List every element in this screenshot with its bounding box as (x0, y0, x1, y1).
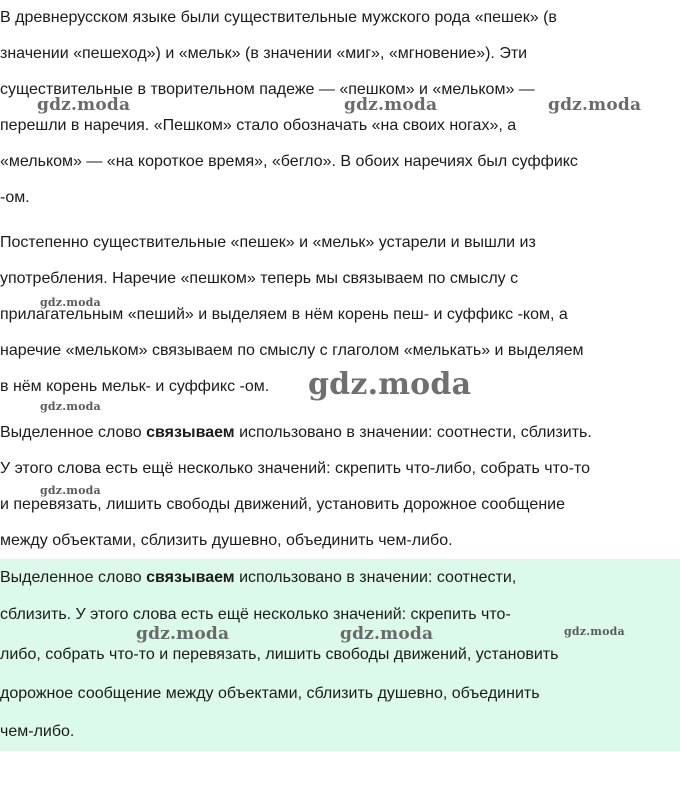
watermark: gdz.moda (40, 484, 101, 497)
text-line: чем-либо. (0, 723, 75, 740)
text-line: наречие «мельком» связываем по смыслу с глаголом «мелькать» и выделяем (0, 342, 584, 359)
text-line: перешли в наречия. «Пешком» стало обозначать «на своих ногах», а (0, 117, 517, 134)
watermark: gdz.moda (548, 95, 642, 115)
text-line: У этого слова есть ещё несколько значений: скрепить что-либо, собрать что-то (0, 460, 590, 477)
watermark: gdz.moda (40, 296, 101, 309)
text-line: В древнерусском языке были существительные мужского рода «пешек» (в (0, 9, 557, 26)
highlighted-word: связываем (146, 424, 235, 441)
text-line: Постепенно существительные «пешек» и «мельк» устарели и вышли из (0, 234, 536, 251)
text-line (0, 568, 516, 588)
watermark: gdz.moda (340, 624, 434, 644)
text-line (0, 423, 592, 443)
watermark: gdz.moda (308, 367, 472, 402)
text-line: употребления. Наречие «пешком» теперь мы связываем по смыслу с (0, 270, 519, 287)
text-fragment: Выделенное слово (0, 569, 147, 586)
text-line: и перевязать, лишить свободы движений, установить дорожное сообщение (0, 496, 565, 513)
text-line: в нём корень мельк- и суффикс -ом. (0, 378, 270, 395)
watermark: gdz.moda (136, 624, 230, 644)
text-line: либо, собрать что-то и перевязать, лишить свободы движений, установить (0, 646, 559, 663)
text-line: -ом. (0, 189, 30, 206)
text-fragment: использовано в значении: соотнести, сблизить. (234, 424, 592, 441)
text-fragment: использовано в значении: соотнести, (234, 569, 517, 586)
text-line: значении «пешеход») и «мельк» (в значении «миг», «мгновение»). Эти (0, 45, 528, 62)
text-line: между объектами, сблизить душевно, объединить чем-либо. (0, 532, 453, 549)
watermark: gdz.moda (37, 95, 131, 115)
text-line: прилагательным «пеший» и выделяем в нём корень пеш- и суффикс -ком, а (0, 306, 568, 323)
text-fragment: Выделенное слово (0, 424, 147, 441)
watermark: gdz.moda (344, 95, 438, 115)
text-line: существительные в творительном падеже — «пешком» и «мельком» — (0, 81, 535, 98)
watermark: gdz.moda (40, 400, 101, 413)
text-line: «мельком» — «на короткое время», «бегло». В обоих наречиях был суффикс (0, 153, 578, 170)
highlighted-word: связываем (146, 569, 235, 586)
text-line: сблизить. У этого слова есть ещё несколько значений: скрепить что- (0, 606, 511, 623)
text-line: дорожное сообщение между объектами, сблизить душевно, объединить (0, 685, 540, 702)
watermark: gdz.moda (564, 625, 625, 638)
